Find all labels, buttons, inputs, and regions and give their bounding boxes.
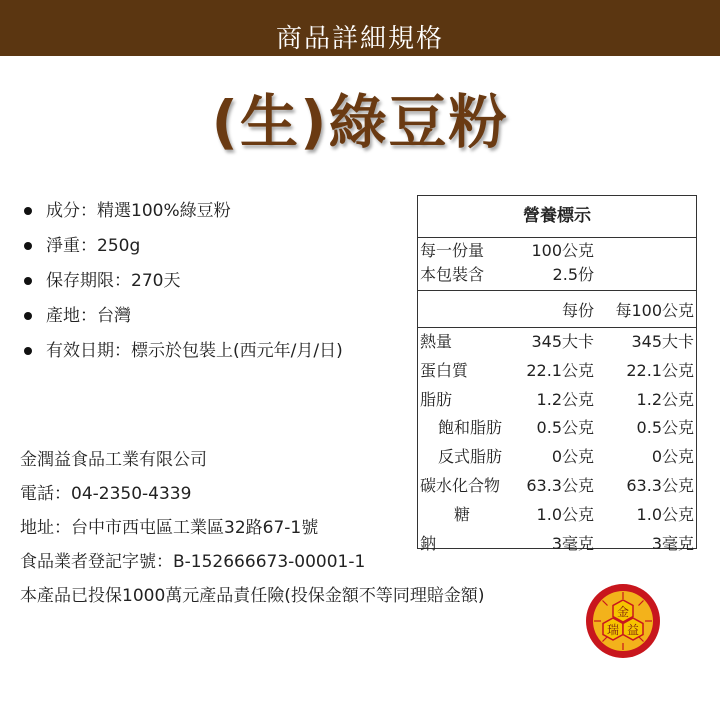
bullet-icon <box>24 207 32 215</box>
spec-item-origin <box>24 303 343 338</box>
nutrient-per-serving: 0公克 <box>551 447 594 467</box>
table-row <box>418 530 696 559</box>
column-headers <box>418 291 696 328</box>
table-row <box>418 386 696 415</box>
table-row <box>418 414 696 443</box>
serving-value: 100公克 <box>531 241 594 260</box>
nutrient-name: 糖 <box>454 504 471 524</box>
company-info <box>20 446 485 616</box>
company-registration: 食品業者登記字號：B-152666673-00001-1 <box>20 552 366 572</box>
nutrient-per-serving: 63.3公克 <box>526 475 594 495</box>
spec-item-shelf-life <box>24 268 343 303</box>
brand-logo <box>585 583 661 659</box>
nutrient-per-100g: 1.2公克 <box>636 389 694 409</box>
spec-text: 成分：精選100%綠豆粉 <box>46 201 231 221</box>
spec-item-expiry <box>24 338 343 373</box>
nutrient-name: 蛋白質 <box>420 360 469 380</box>
logo-char-right: 益 <box>626 623 640 637</box>
nutrient-per-100g: 22.1公克 <box>626 360 694 380</box>
spec-text: 產地：台灣 <box>46 306 131 326</box>
spec-list <box>24 198 343 373</box>
nutrient-per-100g: 0公克 <box>651 447 694 467</box>
table-row <box>418 472 696 501</box>
bullet-icon <box>24 312 32 320</box>
nutrient-per-100g: 3毫克 <box>651 533 694 553</box>
servings-label: 本包裝含 <box>420 265 485 284</box>
company-address: 地址：台中市西屯區工業區32路67-1號 <box>20 518 319 538</box>
banner-title: 商品詳細規格 <box>275 24 444 54</box>
bullet-icon <box>24 277 32 285</box>
company-insurance: 本產品已投保1000萬元產品責任險(投保金額不等同理賠金額) <box>20 586 485 606</box>
nutrient-rows <box>418 328 696 558</box>
company-phone: 電話：04-2350-4339 <box>20 484 192 504</box>
header-banner <box>0 0 720 56</box>
nutrient-name: 反式脂肪 <box>438 447 503 467</box>
bullet-icon <box>24 347 32 355</box>
table-row <box>418 328 696 357</box>
nutrient-per-serving: 22.1公克 <box>526 360 594 380</box>
nutrition-title: 營養標示 <box>418 196 696 238</box>
nutrient-per-serving: 0.5公克 <box>536 418 594 438</box>
serving-info <box>418 239 696 291</box>
serving-label: 每一份量 <box>420 241 485 260</box>
nutrient-per-serving: 1.2公克 <box>536 389 594 409</box>
servings-value: 2.5份 <box>552 265 594 284</box>
company-name: 金潤益食品工業有限公司 <box>20 450 207 470</box>
logo-char-left: 瑞 <box>606 623 620 637</box>
table-row <box>418 501 696 530</box>
nutrient-per-serving: 3毫克 <box>551 533 594 553</box>
nutrient-per-serving: 1.0公克 <box>536 504 594 524</box>
logo-char-top: 金 <box>616 605 630 619</box>
nutrient-per-100g: 63.3公克 <box>626 475 694 495</box>
nutrient-per-serving: 345大卡 <box>531 332 594 351</box>
spec-item-weight <box>24 233 343 268</box>
table-row <box>418 443 696 472</box>
nutrient-per-100g: 345大卡 <box>631 332 694 351</box>
nutrient-per-100g: 0.5公克 <box>636 418 694 438</box>
nutrient-name: 碳水化合物 <box>420 475 501 495</box>
nutrient-name: 飽和脂肪 <box>438 418 503 438</box>
nutrient-name: 脂肪 <box>420 389 453 409</box>
product-title: (生)綠豆粉 <box>211 88 509 156</box>
spec-text: 保存期限：270天 <box>46 271 181 291</box>
nutrient-name: 熱量 <box>420 332 453 351</box>
spec-text: 有效日期：標示於包裝上(西元年/月/日) <box>46 341 343 361</box>
nutrient-per-100g: 1.0公克 <box>636 504 694 524</box>
spec-item-ingredients <box>24 198 343 233</box>
table-row <box>418 357 696 386</box>
nutrient-name: 鈉 <box>420 533 437 553</box>
spec-text: 淨重：250g <box>46 236 141 256</box>
col-per-serving: 每份 <box>561 301 594 320</box>
bullet-icon <box>24 242 32 250</box>
col-per-100g: 每100公克 <box>615 301 694 320</box>
nutrition-table <box>417 195 697 553</box>
